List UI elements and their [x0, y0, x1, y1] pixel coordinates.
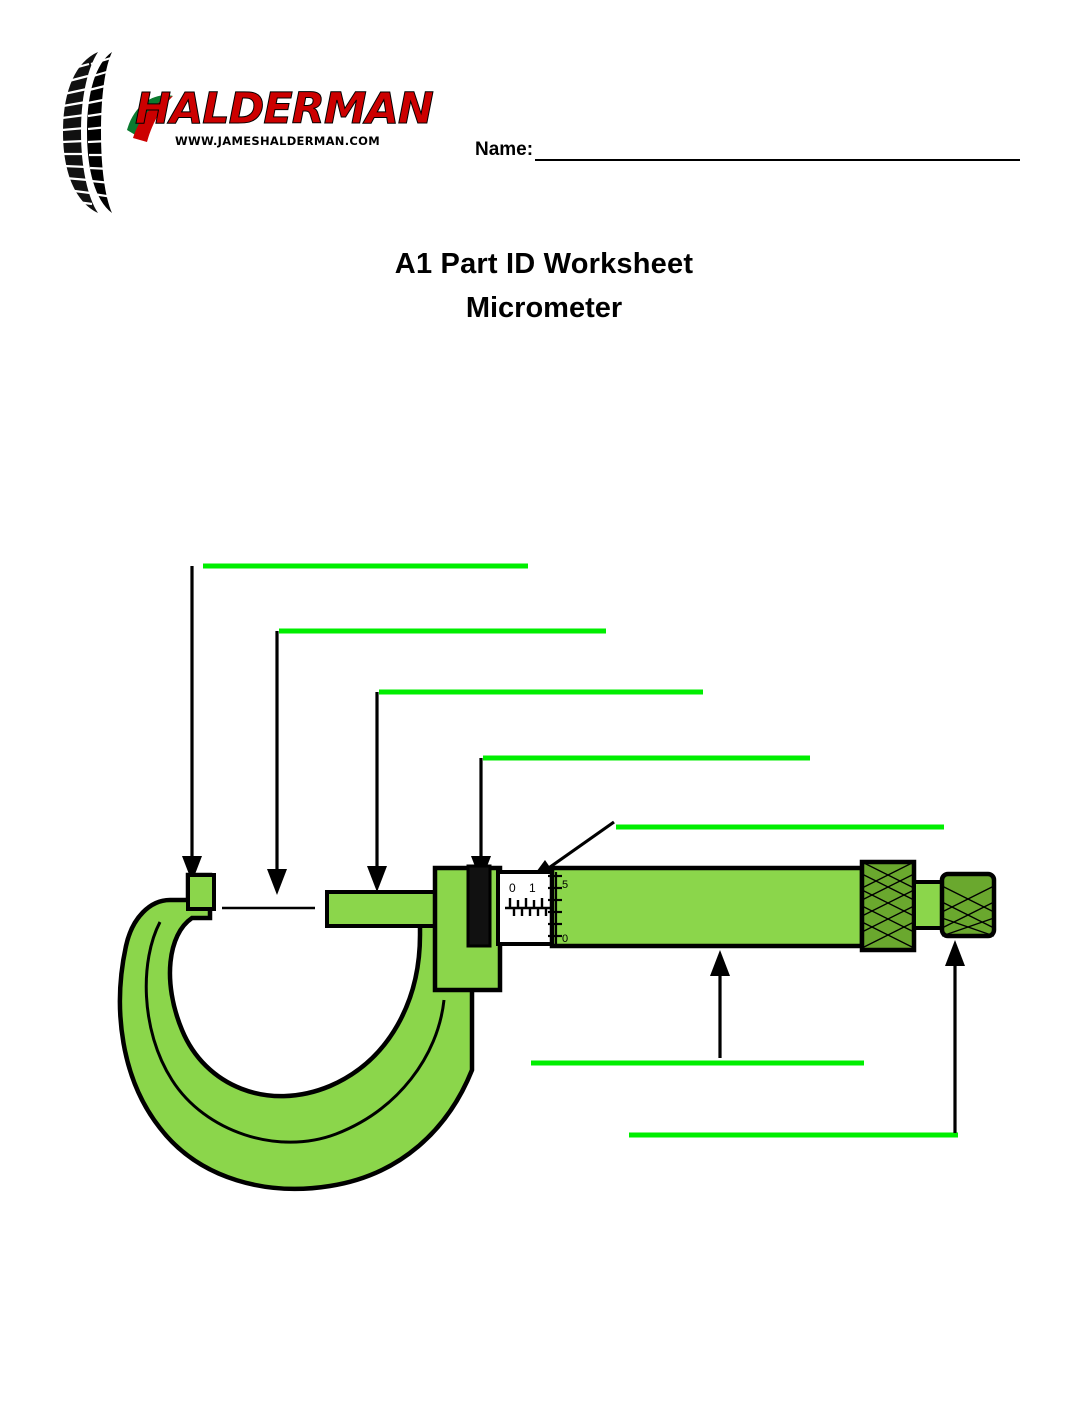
arrowhead-3: [367, 866, 387, 892]
lock-nut: [468, 866, 490, 946]
worksheet-subtitle: Micrometer: [465, 292, 623, 324]
sleeve-label-0: 0: [509, 881, 516, 895]
logo-brand-name: HALDERMAN: [135, 84, 433, 134]
micrometer-drawing: [120, 862, 994, 1189]
logo-website-url: WWW.JAMESHALDERMAN.COM: [175, 134, 380, 148]
anvil: [188, 875, 214, 909]
arrowhead-7: [945, 940, 965, 966]
arrowhead-6: [710, 950, 730, 976]
name-label: Name:: [475, 139, 534, 160]
worksheet-title: A1 Part ID Worksheet: [394, 248, 694, 280]
thimble-barrel: [552, 868, 862, 946]
thimble-label-top: 5: [562, 879, 569, 891]
thimble-label-bottom: 0: [562, 933, 569, 945]
sleeve-label-1: 1: [529, 881, 536, 895]
leader-arrows: [182, 566, 965, 1133]
arrowhead-2: [267, 869, 287, 895]
answer-blank-lines: [203, 566, 958, 1135]
leader-5: [543, 822, 614, 872]
ratchet-neck: [914, 882, 942, 928]
